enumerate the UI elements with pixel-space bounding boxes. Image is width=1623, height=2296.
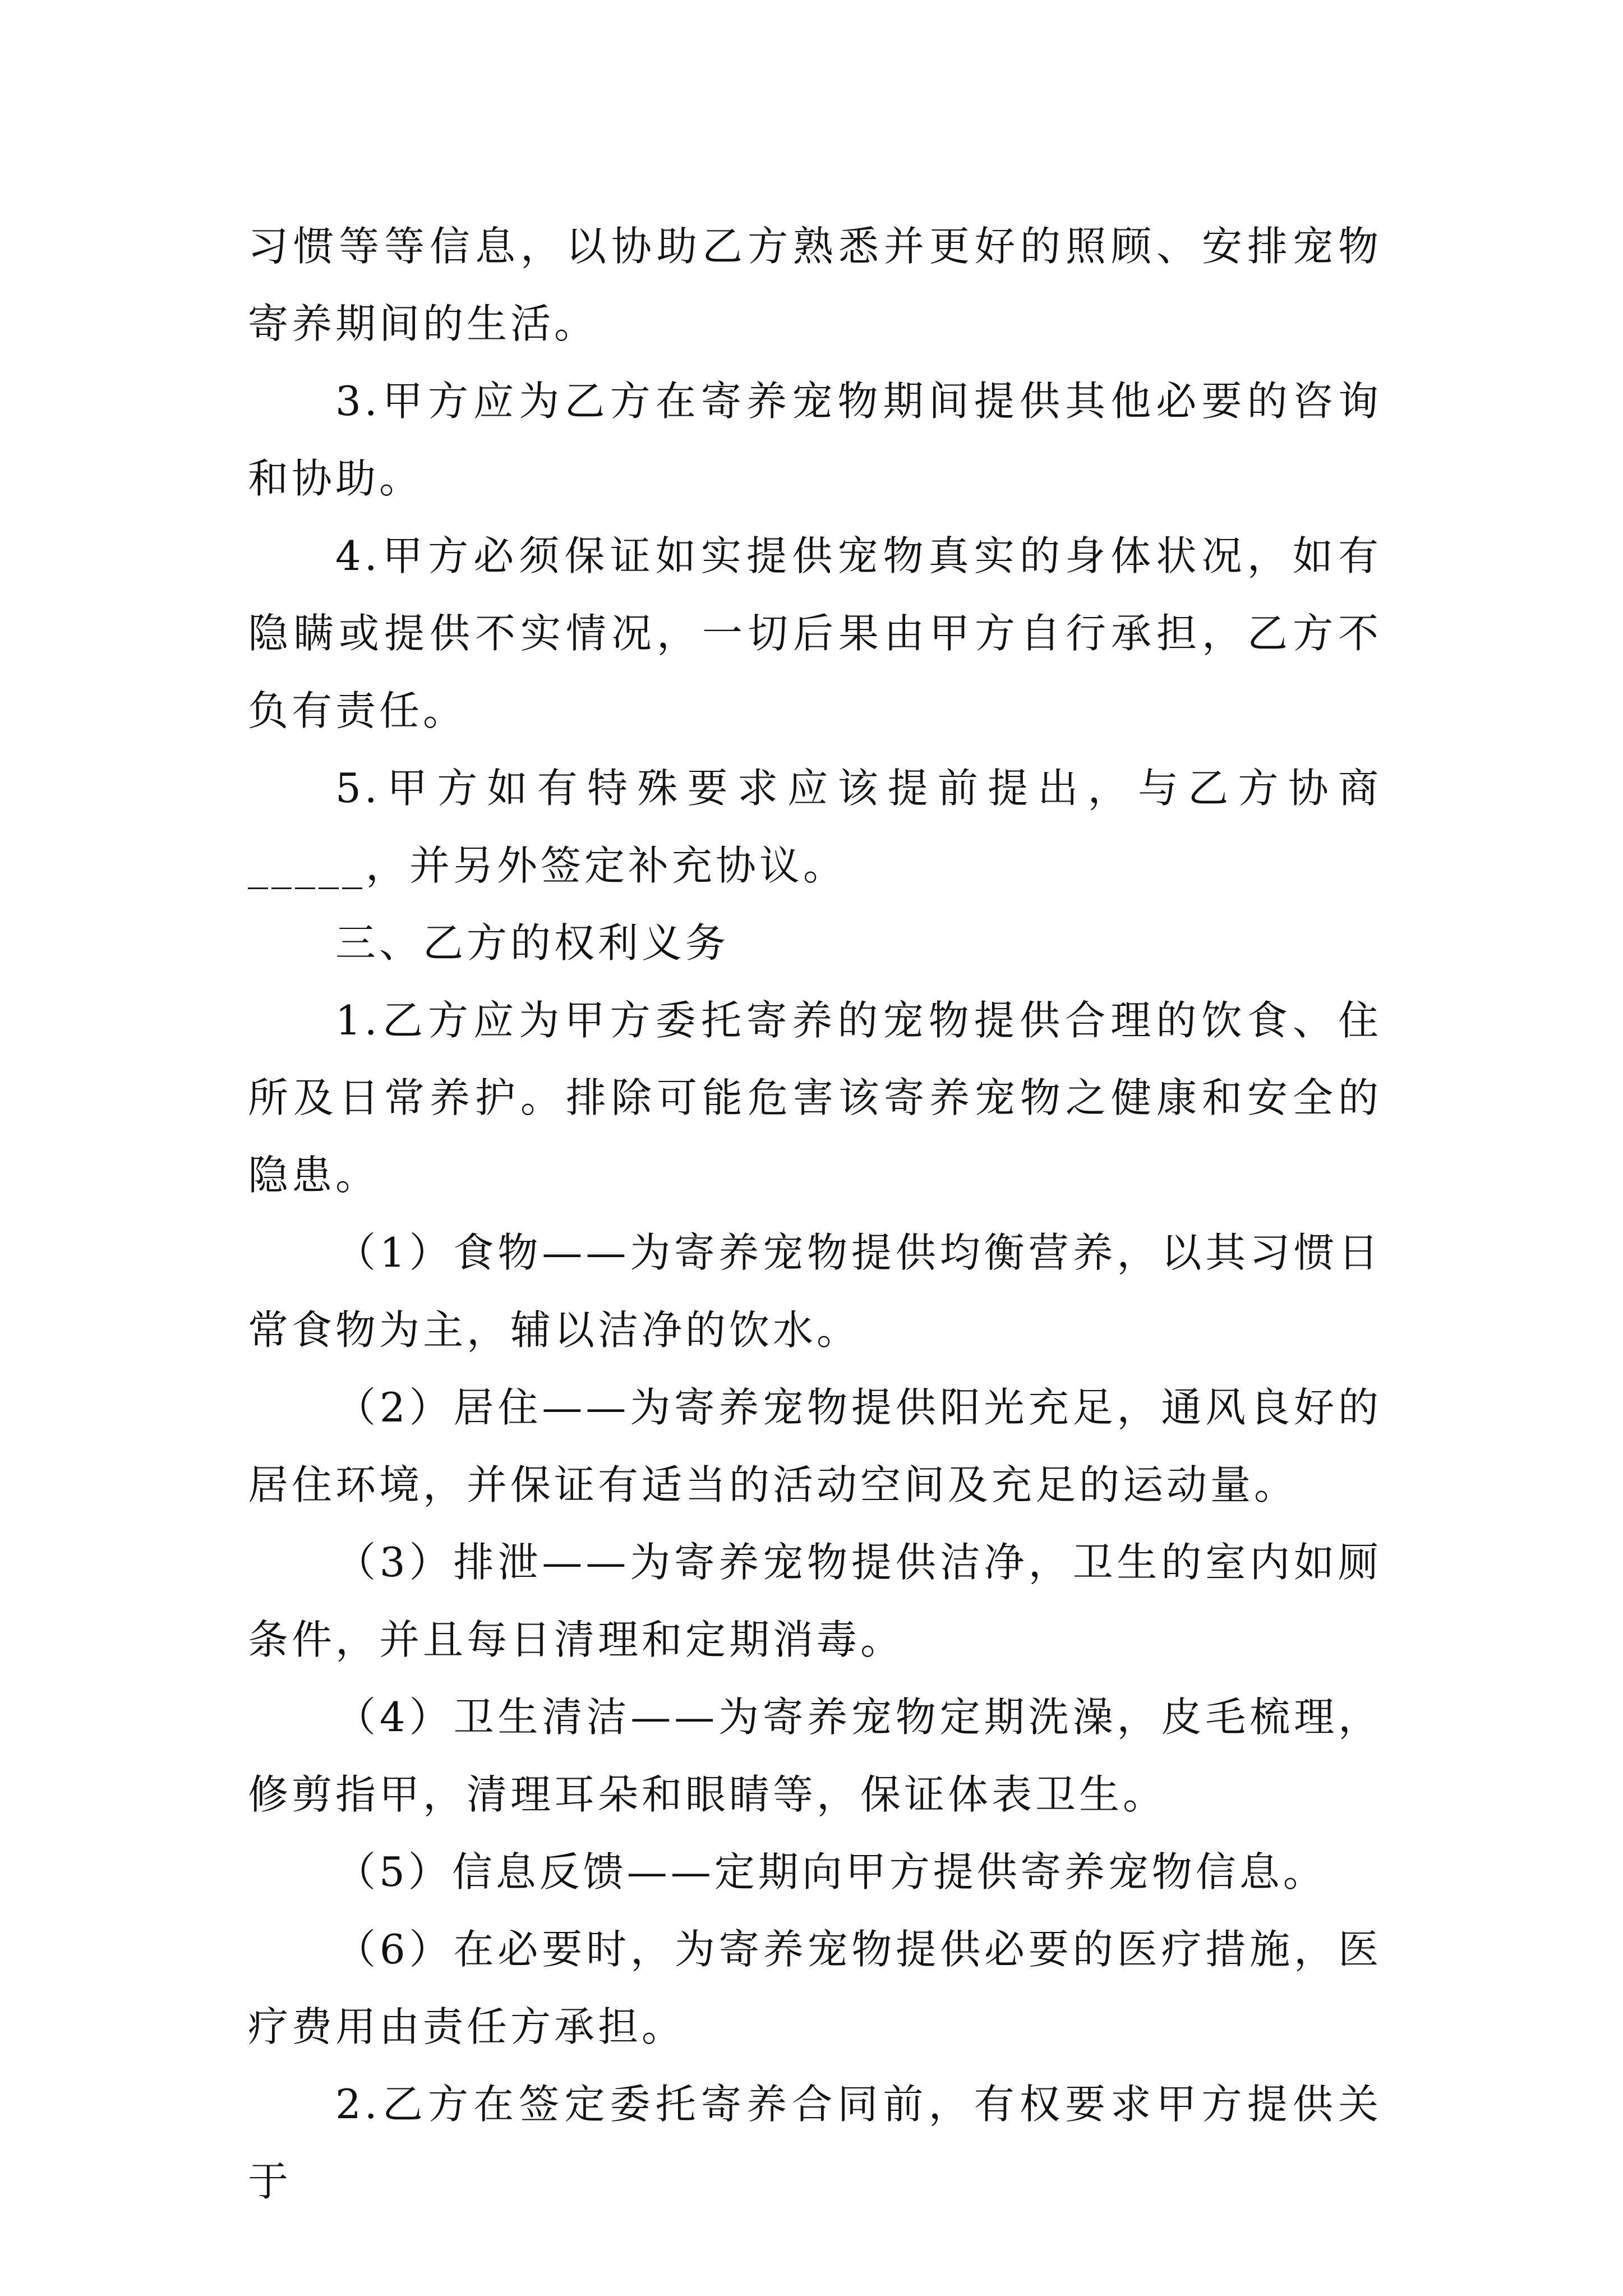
paragraph-party-a-item-4: 4.甲方必须保证如实提供宠物真实的身体状况，如有隐瞒或提供不实情况，一切后果由甲方自行承担，乙方不负有责任。 [248, 532, 1382, 734]
document-body [248, 208, 1382, 2220]
paragraph-subitem-hygiene: （4）卫生清洁——为寄养宠物定期洗澡，皮毛梳理，修剪指甲，清理耳朵和眼睛等，保证体表卫生。 [248, 1694, 1382, 1818]
paragraph-party-a-item-3: 3.甲方应为乙方在寄养宠物期间提供其他必要的咨询和协助。 [248, 378, 1382, 502]
paragraph-subitem-medical: （6）在必要时，为寄养宠物提供必要的医疗措施，医疗费用由责任方承担。 [248, 1926, 1382, 2050]
paragraph-subitem-feedback: （5）信息反馈——定期向甲方提供寄养宠物信息。 [335, 1848, 1327, 1895]
paragraph-party-b-item-1: 1.乙方应为甲方委托寄养的宠物提供合理的饮食、住所及日常养护。排除可能危害该寄养宠物之健康和安全的隐患。 [248, 997, 1382, 1199]
paragraph-subitem-excretion: （3）排泄——为寄养宠物提供洁净，卫生的室内如厕条件，并且每日清理和定期消毒。 [248, 1539, 1382, 1663]
paragraph-continuation: 习惯等等信息，以协助乙方熟悉并更好的照顾、安排宠物寄养期间的生活。 [248, 223, 1382, 347]
paragraph-party-a-item-5: 5.甲方如有特殊要求应该提前提出，与乙方协商_____，并另外签定补充协议。 [248, 765, 1382, 889]
paragraph-party-b-item-2: 2.乙方在签定委托寄养合同前，有权要求甲方提供关于 [248, 2081, 1382, 2205]
paragraph-subitem-housing: （2）居住——为寄养宠物提供阳光充足，通风良好的居住环境，并保证有适当的活动空间及充足的运动量。 [248, 1384, 1382, 1508]
section-heading-party-b: 三、乙方的权利义务 [335, 919, 730, 967]
paragraph-subitem-food: （1）食物——为寄养宠物提供均衡营养，以其习惯日常食物为主，辅以洁净的饮水。 [248, 1229, 1382, 1354]
